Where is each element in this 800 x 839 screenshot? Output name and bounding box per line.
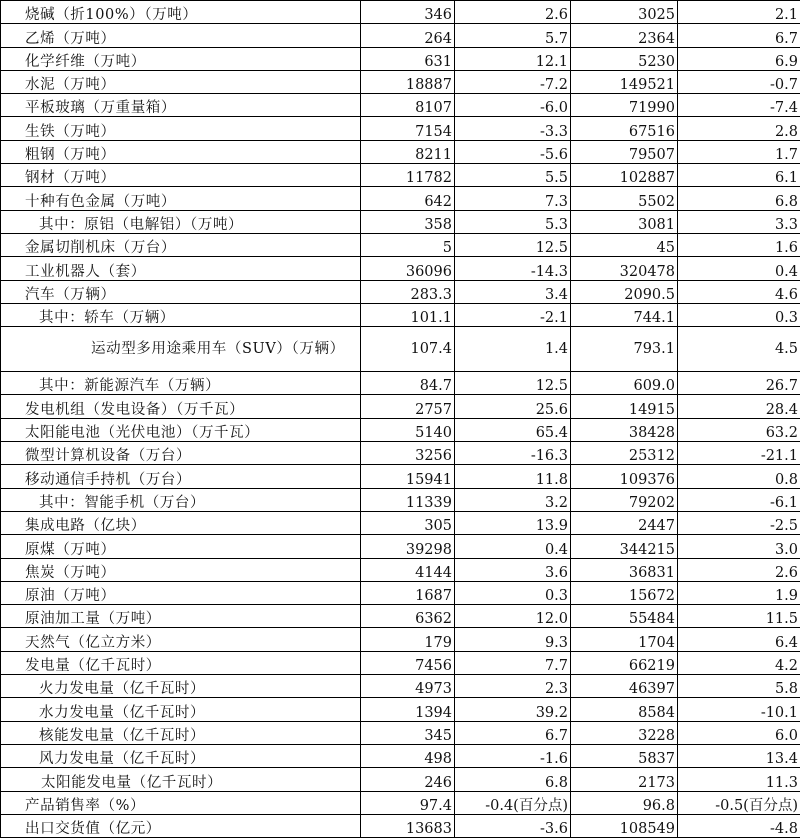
cell-month-growth: 12.5 (455, 372, 571, 395)
cell-month-output: 7456 (361, 651, 455, 674)
cell-indicator-name: 金属切削机床（万台） (1, 233, 361, 256)
cell-month-output: 498 (361, 744, 455, 767)
cell-ytd-growth: -4.8 (678, 814, 800, 837)
cell-month-growth: 12.5 (455, 233, 571, 256)
cell-indicator-name: 其中：新能源汽车（万辆） (1, 372, 361, 395)
cell-ytd-growth: 11.5 (678, 605, 800, 628)
cell-month-growth: 11.8 (455, 465, 571, 488)
cell-month-output: 8107 (361, 94, 455, 117)
cell-month-growth: 1.4 (455, 327, 571, 372)
cell-ytd-output: 109376 (571, 465, 678, 488)
cell-indicator-name: 原煤（万吨） (1, 535, 361, 558)
cell-indicator-name: 工业机器人（套） (1, 257, 361, 280)
cell-ytd-growth: 4.2 (678, 651, 800, 674)
cell-ytd-growth: 6.8 (678, 187, 800, 210)
table-row (1, 698, 800, 721)
cell-indicator-name: 其中：原铝（电解铝）（万吨） (1, 210, 361, 233)
cell-indicator-name: 微型计算机设备（万台） (1, 442, 361, 465)
cell-ytd-output: 96.8 (571, 791, 678, 814)
cell-month-output: 3256 (361, 442, 455, 465)
cell-month-growth: 65.4 (455, 418, 571, 441)
cell-ytd-growth: 6.1 (678, 164, 800, 187)
cell-month-growth: 25.6 (455, 395, 571, 418)
cell-month-output: 358 (361, 210, 455, 233)
cell-ytd-growth: 28.4 (678, 395, 800, 418)
cell-indicator-name: 天然气（亿立方米） (1, 628, 361, 651)
cell-indicator-name: 太阳能电池（光伏电池）（万千瓦） (1, 418, 361, 441)
cell-month-growth: 7.7 (455, 651, 571, 674)
cell-indicator-name: 发电机组（发电设备）（万千瓦） (1, 395, 361, 418)
cell-indicator-name: 平板玻璃（万重量箱） (1, 94, 361, 117)
table-row (1, 233, 800, 256)
cell-indicator-name: 粗钢（万吨） (1, 140, 361, 163)
cell-month-output: 1687 (361, 581, 455, 604)
cell-ytd-growth: 11.3 (678, 768, 800, 791)
cell-indicator-name: 火力发电量（亿千瓦时） (1, 675, 361, 698)
table-row (1, 744, 800, 767)
cell-indicator-name: 移动通信手持机（万台） (1, 465, 361, 488)
cell-month-output: 4144 (361, 558, 455, 581)
cell-ytd-growth: 6.0 (678, 721, 800, 744)
cell-month-output: 631 (361, 47, 455, 70)
cell-month-growth: 5.3 (455, 210, 571, 233)
cell-month-growth: -1.6 (455, 744, 571, 767)
cell-indicator-name: 水力发电量（亿千瓦时） (1, 698, 361, 721)
table-row (1, 605, 800, 628)
cell-indicator-name: 出口交货值（亿元） (1, 814, 361, 837)
cell-ytd-output: 8584 (571, 698, 678, 721)
table-row (1, 721, 800, 744)
cell-month-output: 101.1 (361, 303, 455, 326)
cell-month-growth: -16.3 (455, 442, 571, 465)
cell-ytd-output: 793.1 (571, 327, 678, 372)
cell-indicator-name: 风力发电量（亿千瓦时） (1, 744, 361, 767)
table-row (1, 210, 800, 233)
cell-ytd-growth: 63.2 (678, 418, 800, 441)
cell-indicator-name: 焦炭（万吨） (1, 558, 361, 581)
cell-ytd-growth: 6.7 (678, 24, 800, 47)
table-row (1, 303, 800, 326)
table-row (1, 465, 800, 488)
cell-ytd-growth: 6.9 (678, 47, 800, 70)
cell-month-growth: 7.3 (455, 187, 571, 210)
cell-indicator-name: 原油（万吨） (1, 581, 361, 604)
cell-ytd-output: 36831 (571, 558, 678, 581)
cell-month-output: 2757 (361, 395, 455, 418)
cell-indicator-name: 发电量（亿千瓦时） (1, 651, 361, 674)
cell-indicator-name: 乙烯（万吨） (1, 24, 361, 47)
cell-ytd-growth: 0.4 (678, 257, 800, 280)
cell-ytd-growth: 4.6 (678, 280, 800, 303)
table-row (1, 164, 800, 187)
cell-ytd-output: 5230 (571, 47, 678, 70)
table-row (1, 814, 800, 837)
cell-ytd-output: 5502 (571, 187, 678, 210)
cell-indicator-name: 原油加工量（万吨） (1, 605, 361, 628)
cell-ytd-output: 3081 (571, 210, 678, 233)
cell-ytd-growth: 0.3 (678, 303, 800, 326)
cell-ytd-growth: 2.8 (678, 117, 800, 140)
cell-indicator-name: 水泥（万吨） (1, 70, 361, 93)
table-row (1, 791, 800, 814)
cell-month-growth: 5.7 (455, 24, 571, 47)
cell-ytd-output: 320478 (571, 257, 678, 280)
cell-ytd-output: 5837 (571, 744, 678, 767)
cell-ytd-growth: 1.6 (678, 233, 800, 256)
cell-indicator-name: 太阳能发电量（亿千瓦时） (1, 768, 361, 791)
cell-month-growth: 13.9 (455, 511, 571, 534)
cell-ytd-growth: 4.5 (678, 327, 800, 372)
cell-month-growth: -3.3 (455, 117, 571, 140)
cell-month-growth: 6.8 (455, 768, 571, 791)
cell-ytd-growth: -21.1 (678, 442, 800, 465)
table-row (1, 395, 800, 418)
cell-ytd-output: 3228 (571, 721, 678, 744)
cell-ytd-output: 55484 (571, 605, 678, 628)
table-row (1, 488, 800, 511)
table-row (1, 117, 800, 140)
cell-ytd-output: 25312 (571, 442, 678, 465)
cell-month-output: 6362 (361, 605, 455, 628)
cell-month-growth: -7.2 (455, 70, 571, 93)
cell-month-output: 18887 (361, 70, 455, 93)
cell-month-growth: 2.3 (455, 675, 571, 698)
cell-month-growth: -6.0 (455, 94, 571, 117)
cell-month-output: 4973 (361, 675, 455, 698)
cell-month-output: 107.4 (361, 327, 455, 372)
cell-ytd-output: 108549 (571, 814, 678, 837)
cell-month-output: 5140 (361, 418, 455, 441)
cell-ytd-output: 2364 (571, 24, 678, 47)
cell-ytd-growth: 1.9 (678, 581, 800, 604)
cell-month-output: 264 (361, 24, 455, 47)
cell-indicator-name: 产品销售率（%） (1, 791, 361, 814)
cell-month-growth: -3.6 (455, 814, 571, 837)
cell-month-growth: 2.6 (455, 1, 571, 24)
table-row (1, 628, 800, 651)
cell-month-output: 642 (361, 187, 455, 210)
cell-ytd-output: 744.1 (571, 303, 678, 326)
cell-indicator-name: 化学纤维（万吨） (1, 47, 361, 70)
cell-month-output: 345 (361, 721, 455, 744)
cell-month-output: 1394 (361, 698, 455, 721)
cell-month-growth: 5.5 (455, 164, 571, 187)
cell-ytd-growth: 6.4 (678, 628, 800, 651)
cell-ytd-growth: -10.1 (678, 698, 800, 721)
cell-month-output: 246 (361, 768, 455, 791)
table-row (1, 372, 800, 395)
cell-ytd-growth: 5.8 (678, 675, 800, 698)
cell-ytd-growth: 3.0 (678, 535, 800, 558)
cell-month-growth: 9.3 (455, 628, 571, 651)
cell-ytd-output: 2173 (571, 768, 678, 791)
cell-month-output: 39298 (361, 535, 455, 558)
table-row (1, 511, 800, 534)
cell-ytd-output: 46397 (571, 675, 678, 698)
table-row (1, 327, 800, 372)
table-row (1, 47, 800, 70)
cell-month-output: 11782 (361, 164, 455, 187)
cell-indicator-name: 生铁（万吨） (1, 117, 361, 140)
cell-ytd-output: 79507 (571, 140, 678, 163)
cell-ytd-growth: 26.7 (678, 372, 800, 395)
cell-month-output: 346 (361, 1, 455, 24)
table-row (1, 651, 800, 674)
cell-ytd-output: 1704 (571, 628, 678, 651)
cell-month-output: 7154 (361, 117, 455, 140)
cell-indicator-name: 汽车（万辆） (1, 280, 361, 303)
cell-ytd-output: 149521 (571, 70, 678, 93)
table-body (1, 1, 800, 838)
table-row (1, 418, 800, 441)
table-row (1, 558, 800, 581)
table-row (1, 280, 800, 303)
cell-indicator-name: 核能发电量（亿千瓦时） (1, 721, 361, 744)
cell-ytd-growth: 0.8 (678, 465, 800, 488)
cell-ytd-output: 79202 (571, 488, 678, 511)
cell-month-output: 13683 (361, 814, 455, 837)
cell-month-growth: -0.4(百分点) (455, 791, 571, 814)
cell-month-output: 305 (361, 511, 455, 534)
cell-ytd-growth: 2.1 (678, 1, 800, 24)
table-row (1, 257, 800, 280)
cell-ytd-output: 38428 (571, 418, 678, 441)
cell-ytd-output: 609.0 (571, 372, 678, 395)
table-row (1, 140, 800, 163)
cell-month-growth: 0.3 (455, 581, 571, 604)
cell-indicator-name: 集成电路（亿块） (1, 511, 361, 534)
cell-month-growth: 12.1 (455, 47, 571, 70)
cell-month-output: 8211 (361, 140, 455, 163)
table-row (1, 70, 800, 93)
cell-indicator-name: 其中：智能手机（万台） (1, 488, 361, 511)
cell-ytd-growth: 13.4 (678, 744, 800, 767)
cell-ytd-output: 102887 (571, 164, 678, 187)
cell-ytd-growth: 2.6 (678, 558, 800, 581)
table-row (1, 581, 800, 604)
cell-month-growth: 3.6 (455, 558, 571, 581)
cell-indicator-name: 运动型多用途乘用车（SUV）（万辆） (1, 327, 361, 372)
table-row (1, 94, 800, 117)
cell-ytd-output: 2447 (571, 511, 678, 534)
cell-month-growth: -2.1 (455, 303, 571, 326)
cell-month-output: 11339 (361, 488, 455, 511)
cell-month-output: 36096 (361, 257, 455, 280)
cell-ytd-output: 66219 (571, 651, 678, 674)
cell-month-output: 179 (361, 628, 455, 651)
cell-indicator-name: 其中：轿车（万辆） (1, 303, 361, 326)
cell-indicator-name: 十种有色金属（万吨） (1, 187, 361, 210)
cell-ytd-growth: 1.7 (678, 140, 800, 163)
cell-ytd-growth: -0.5(百分点) (678, 791, 800, 814)
cell-ytd-growth: -2.5 (678, 511, 800, 534)
cell-month-growth: 39.2 (455, 698, 571, 721)
cell-ytd-growth: -6.1 (678, 488, 800, 511)
cell-month-output: 84.7 (361, 372, 455, 395)
cell-ytd-output: 15672 (571, 581, 678, 604)
cell-month-growth: -5.6 (455, 140, 571, 163)
cell-ytd-growth: -0.7 (678, 70, 800, 93)
table-row (1, 535, 800, 558)
cell-ytd-output: 2090.5 (571, 280, 678, 303)
table-row (1, 675, 800, 698)
table-row (1, 24, 800, 47)
cell-ytd-output: 14915 (571, 395, 678, 418)
cell-ytd-growth: -7.4 (678, 94, 800, 117)
cell-indicator-name: 钢材（万吨） (1, 164, 361, 187)
cell-month-output: 15941 (361, 465, 455, 488)
cell-ytd-output: 71990 (571, 94, 678, 117)
cell-month-growth: 3.2 (455, 488, 571, 511)
cell-ytd-output: 3025 (571, 1, 678, 24)
cell-ytd-output: 67516 (571, 117, 678, 140)
table-row (1, 1, 800, 24)
cell-ytd-growth: 3.3 (678, 210, 800, 233)
cell-ytd-output: 344215 (571, 535, 678, 558)
cell-month-growth: 3.4 (455, 280, 571, 303)
cell-month-output: 5 (361, 233, 455, 256)
table-row (1, 442, 800, 465)
table-row (1, 187, 800, 210)
cell-indicator-name: 烧碱（折100%）（万吨） (1, 1, 361, 24)
cell-month-output: 97.4 (361, 791, 455, 814)
cell-month-output: 283.3 (361, 280, 455, 303)
cell-month-growth: 0.4 (455, 535, 571, 558)
cell-month-growth: -14.3 (455, 257, 571, 280)
cell-month-growth: 6.7 (455, 721, 571, 744)
cell-month-growth: 12.0 (455, 605, 571, 628)
table-row (1, 768, 800, 791)
cell-ytd-output: 45 (571, 233, 678, 256)
